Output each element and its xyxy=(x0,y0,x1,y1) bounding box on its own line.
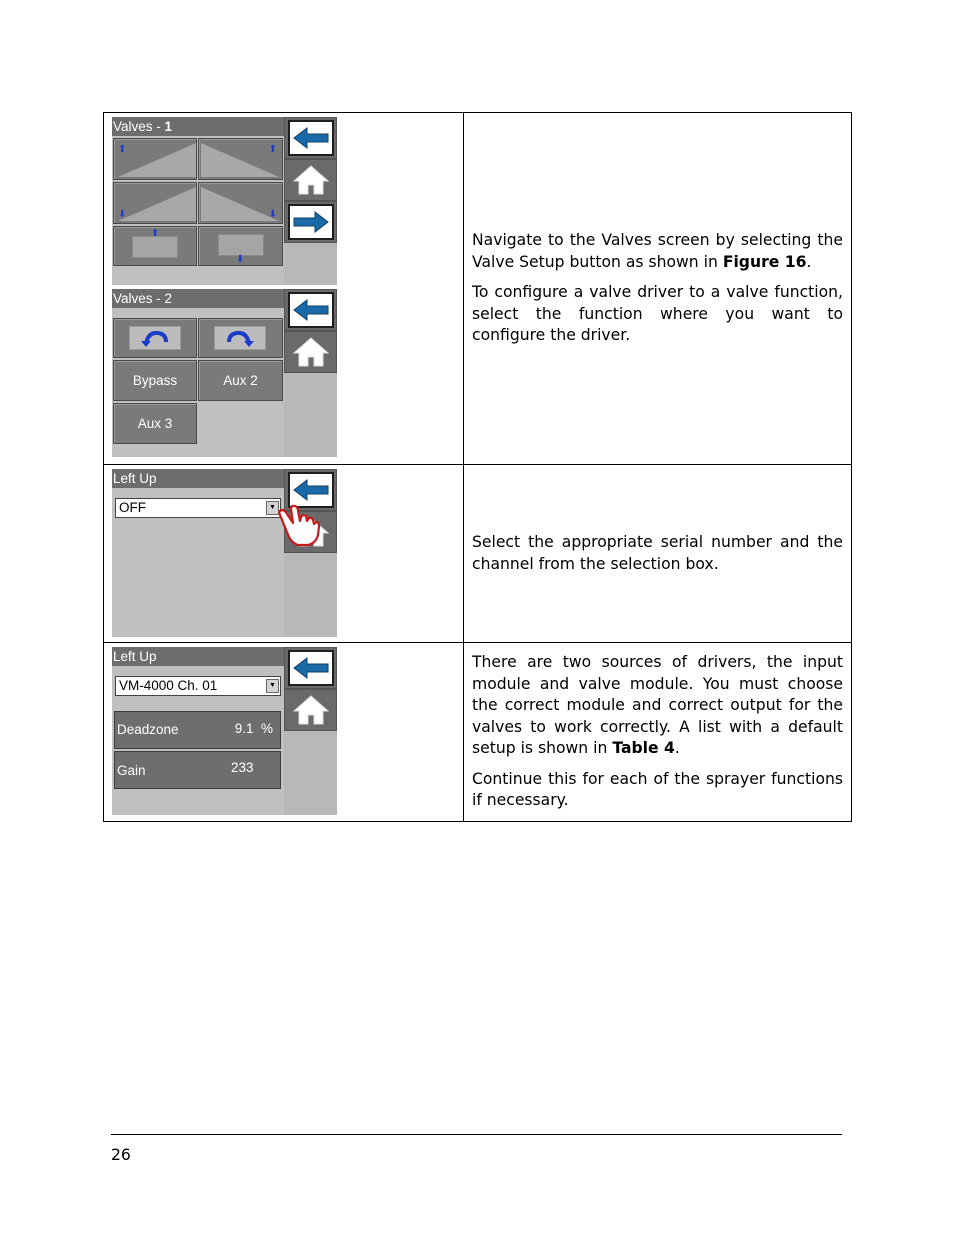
aux-2-label: Aux 2 xyxy=(223,373,258,388)
valves-2-screen xyxy=(112,289,337,457)
gain-row[interactable] xyxy=(114,751,281,789)
valves-1-screen xyxy=(112,117,337,285)
down-arrow-icon: ⬇ xyxy=(268,209,277,220)
valve-tile-right-up[interactable] xyxy=(198,138,283,180)
rotate-left-icon xyxy=(140,329,170,347)
nav-column xyxy=(284,469,337,637)
bypass-button[interactable] xyxy=(113,360,197,401)
home-icon xyxy=(292,164,330,196)
rotate-left-button[interactable] xyxy=(113,318,197,358)
nav-column xyxy=(284,647,337,815)
forward-arrow-icon xyxy=(288,204,334,240)
home-button[interactable] xyxy=(284,159,337,201)
driver-select[interactable] xyxy=(115,498,281,518)
instruction-text-cell xyxy=(464,113,852,465)
instruction-text-cell xyxy=(464,465,852,643)
screen-title: Left Up xyxy=(112,469,284,488)
instruction-table xyxy=(103,112,852,822)
valve-tile-left-down[interactable] xyxy=(113,182,197,224)
deadzone-value: 9.1 % xyxy=(234,721,273,736)
back-arrow-icon xyxy=(288,292,334,328)
page-number: 26 xyxy=(111,1146,131,1164)
gain-label: Gain xyxy=(117,763,146,778)
footer-rule xyxy=(111,1134,842,1135)
rotate-right-button[interactable] xyxy=(198,318,283,358)
pointing-hand-icon xyxy=(276,503,322,549)
bypass-label: Bypass xyxy=(132,373,178,388)
valve-tile-left-up[interactable] xyxy=(113,138,197,180)
back-button[interactable] xyxy=(284,647,337,689)
back-arrow-icon xyxy=(288,650,334,686)
forward-button[interactable] xyxy=(284,201,337,243)
instruction-paragraph: Select the appropriate serial number and the channel from the selection box. xyxy=(472,533,843,573)
back-button[interactable] xyxy=(284,117,337,159)
valve-ramp-icon xyxy=(114,183,198,225)
home-button[interactable] xyxy=(284,331,337,373)
aux-2-button[interactable] xyxy=(198,360,283,401)
instruction-paragraph: Continue this for each of the sprayer functions if necessary. xyxy=(472,769,843,810)
home-icon xyxy=(292,694,330,726)
deadzone-row[interactable] xyxy=(114,711,281,749)
nav-column xyxy=(284,117,337,285)
instruction-paragraph: Navigate to the Valves screen by selecting the Valve Setup button as shown in Figure 16. xyxy=(472,231,843,271)
table-row xyxy=(104,465,852,643)
back-arrow-icon xyxy=(288,120,334,156)
back-button[interactable] xyxy=(284,289,337,331)
left-up-config-screen xyxy=(112,647,337,815)
driver-select[interactable] xyxy=(115,676,281,696)
driver-select-value: OFF xyxy=(119,500,146,515)
home-button[interactable] xyxy=(284,689,337,731)
up-arrow-icon: ⬆ xyxy=(268,144,277,155)
screen-title: Valves - 1 xyxy=(112,117,284,136)
screenshot-cell xyxy=(104,465,464,643)
table-row xyxy=(104,643,852,822)
rotate-right-icon-frame xyxy=(214,326,266,350)
instruction-text-cell xyxy=(464,643,852,822)
valve-ramp-icon xyxy=(114,139,198,181)
gain-value: 233 xyxy=(231,760,254,775)
instruction-paragraph: To configure a valve driver to a valve function, select the function where you want to configure the driver. xyxy=(472,283,843,345)
valve-block xyxy=(132,236,178,258)
valve-block xyxy=(218,234,264,256)
aux-3-label: Aux 3 xyxy=(137,416,173,431)
down-arrow-icon: ⬇ xyxy=(118,209,127,220)
left-up-off-screen xyxy=(112,469,337,637)
aux-3-button[interactable] xyxy=(113,403,197,444)
table-row xyxy=(104,113,852,465)
screenshot-cell xyxy=(104,643,464,822)
instruction-paragraph: There are two sources of drivers, the input module and valve module. You must choose the correct module and correct output for the valves to work correctly. A list with a default setup is shown in Table 4. xyxy=(472,653,843,758)
dropdown-arrow-icon[interactable]: ▼ xyxy=(266,501,279,515)
rotate-right-icon xyxy=(225,329,255,347)
screen-title: Valves - 2 xyxy=(112,289,284,308)
down-arrow-icon: ⬇ xyxy=(236,254,245,265)
valve-tile-center-up[interactable] xyxy=(113,226,197,266)
dropdown-arrow-icon[interactable]: ▼ xyxy=(266,679,279,693)
up-arrow-icon: ⬆ xyxy=(151,228,160,239)
driver-select-value: VM-4000 Ch. 01 xyxy=(119,678,218,693)
valve-tile-center-down[interactable] xyxy=(198,226,283,266)
up-arrow-icon: ⬆ xyxy=(118,144,127,155)
nav-column xyxy=(284,289,337,457)
screenshot-cell xyxy=(104,113,464,465)
home-icon xyxy=(292,336,330,368)
screen-title: Left Up xyxy=(112,647,284,666)
valve-tile-right-down[interactable] xyxy=(198,182,283,224)
deadzone-label: Deadzone xyxy=(117,722,179,737)
rotate-left-icon-frame xyxy=(129,326,181,350)
